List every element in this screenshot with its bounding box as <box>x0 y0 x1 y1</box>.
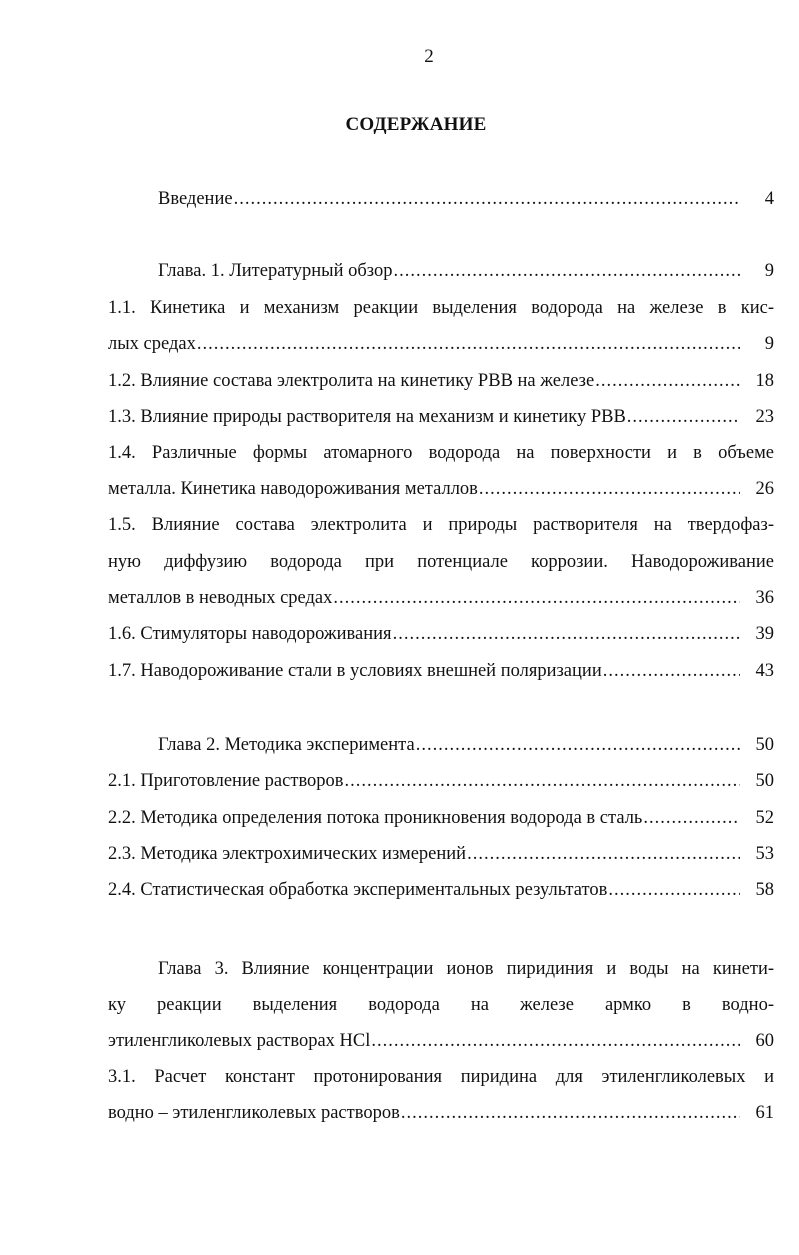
toc-entry-page: 52 <box>755 808 774 828</box>
leader-dots <box>371 1027 740 1055</box>
toc-entry-page: 23 <box>755 407 774 427</box>
toc-entry-page: 43 <box>755 661 774 681</box>
leader-dots <box>627 403 740 431</box>
toc-entry-intro[interactable] <box>108 185 774 213</box>
toc-entry-text: водно – этиленгликолевых растворов <box>108 1103 400 1123</box>
toc-entry-page: 39 <box>755 624 774 644</box>
toc-entry-text: металла. Кинетика наводороживания металлов <box>108 479 478 499</box>
toc-entry-text: этиленгликолевых растворах HCl <box>108 1031 371 1051</box>
toc-entry-1-6[interactable] <box>108 620 774 648</box>
leader-dots <box>333 584 740 612</box>
leader-dots <box>393 620 740 648</box>
toc-entry-text: 2.2. Методика определения потока проникновения водорода в сталь <box>108 808 643 828</box>
toc-entry-chapter3-line2[interactable]: ку реакции выделения водорода на железе армко в водно- <box>108 995 774 1015</box>
toc-entry-page: 60 <box>755 1031 774 1051</box>
toc-entry-text: лых средах <box>108 334 196 354</box>
toc-entry-page: 58 <box>755 880 774 900</box>
leader-dots <box>234 185 740 213</box>
toc-entry-page: 4 <box>764 189 774 209</box>
toc-entry-2-2[interactable] <box>108 804 774 832</box>
toc-entry-1-2[interactable] <box>108 367 774 395</box>
toc-entry-page: 53 <box>755 844 774 864</box>
toc-entry-text: 1.7. Наводороживание стали в условиях внешней поляризации <box>108 661 602 681</box>
page-number: 2 <box>424 46 434 67</box>
toc-entry-1-4-line1[interactable]: 1.4. Различные формы атомарного водорода на поверхности и в объеме <box>108 443 774 463</box>
toc-entry-text: Глава 2. Методика эксперимента <box>158 735 415 755</box>
toc-entry-1-5-line1[interactable]: 1.5. Влияние состава электролита и природы растворителя на твердофаз- <box>108 515 774 535</box>
toc-entry-chapter1[interactable] <box>108 257 774 285</box>
toc-entry-1-5-line2[interactable]: ную диффузию водорода при потенциале коррозии. Наводороживание <box>108 552 774 572</box>
toc-entry-page: 9 <box>764 261 774 281</box>
toc-entry-1-1-line1[interactable]: 1.1. Кинетика и механизм реакции выделения водорода на железе в кис- <box>108 298 774 318</box>
toc-entry-page: 18 <box>755 371 774 391</box>
toc-entry-page: 50 <box>755 771 774 791</box>
toc-entry-2-4[interactable] <box>108 876 774 904</box>
toc-entry-3-1-line1[interactable]: 3.1. Расчет констант протонирования пиридина для этиленгликолевых и <box>108 1067 774 1087</box>
toc-entry-page: 36 <box>755 588 774 608</box>
leader-dots <box>401 1099 740 1127</box>
toc-entry-text: 2.3. Методика электрохимических измерений <box>108 844 467 864</box>
leader-dots <box>345 767 740 795</box>
toc-entry-text: Глава. 1. Литературный обзор <box>158 261 393 281</box>
toc-entry-chapter3[interactable] <box>108 1027 774 1055</box>
toc-entry-page: 61 <box>755 1103 774 1123</box>
leader-dots <box>197 330 740 358</box>
leader-dots <box>595 367 740 395</box>
toc-entry-text: металлов в неводных средах <box>108 588 333 608</box>
leader-dots <box>416 731 740 759</box>
toc-entry-text: 1.3. Влияние природы растворителя на механизм и кинетику РВВ <box>108 407 626 427</box>
toc-entry-page: 9 <box>764 334 774 354</box>
toc-entry-text: 1.2. Влияние состава электролита на кинетику РВВ на железе <box>108 371 595 391</box>
leader-dots <box>467 840 740 868</box>
toc-entry-3-1[interactable] <box>108 1099 774 1127</box>
toc-title: СОДЕРЖАНИЕ <box>345 114 487 135</box>
toc-entry-chapter2[interactable] <box>108 731 774 759</box>
toc-entry-chapter3-line1[interactable]: Глава 3. Влияние концентрации ионов пиридиния и воды на кинети- <box>158 959 774 979</box>
toc-entry-text: 2.4. Статистическая обработка экспериментальных результатов <box>108 880 608 900</box>
toc-entry-text: 1.6. Стимуляторы наводороживания <box>108 624 392 644</box>
leader-dots <box>479 475 740 503</box>
leader-dots <box>603 657 740 685</box>
toc-entry-text: 2.1. Приготовление растворов <box>108 771 344 791</box>
toc-entry-1-1[interactable] <box>108 330 774 358</box>
toc-entry-1-7[interactable] <box>108 657 774 685</box>
toc-entry-2-3[interactable] <box>108 840 774 868</box>
leader-dots <box>643 804 740 832</box>
toc-entry-1-5[interactable] <box>108 584 774 612</box>
toc-entry-2-1[interactable] <box>108 767 774 795</box>
toc-entry-1-4[interactable] <box>108 475 774 503</box>
leader-dots <box>393 257 740 285</box>
toc-entry-text: Введение <box>158 189 233 209</box>
toc-entry-page: 26 <box>755 479 774 499</box>
leader-dots <box>608 876 740 904</box>
toc-entry-1-3[interactable] <box>108 403 774 431</box>
toc-entry-page: 50 <box>755 735 774 755</box>
